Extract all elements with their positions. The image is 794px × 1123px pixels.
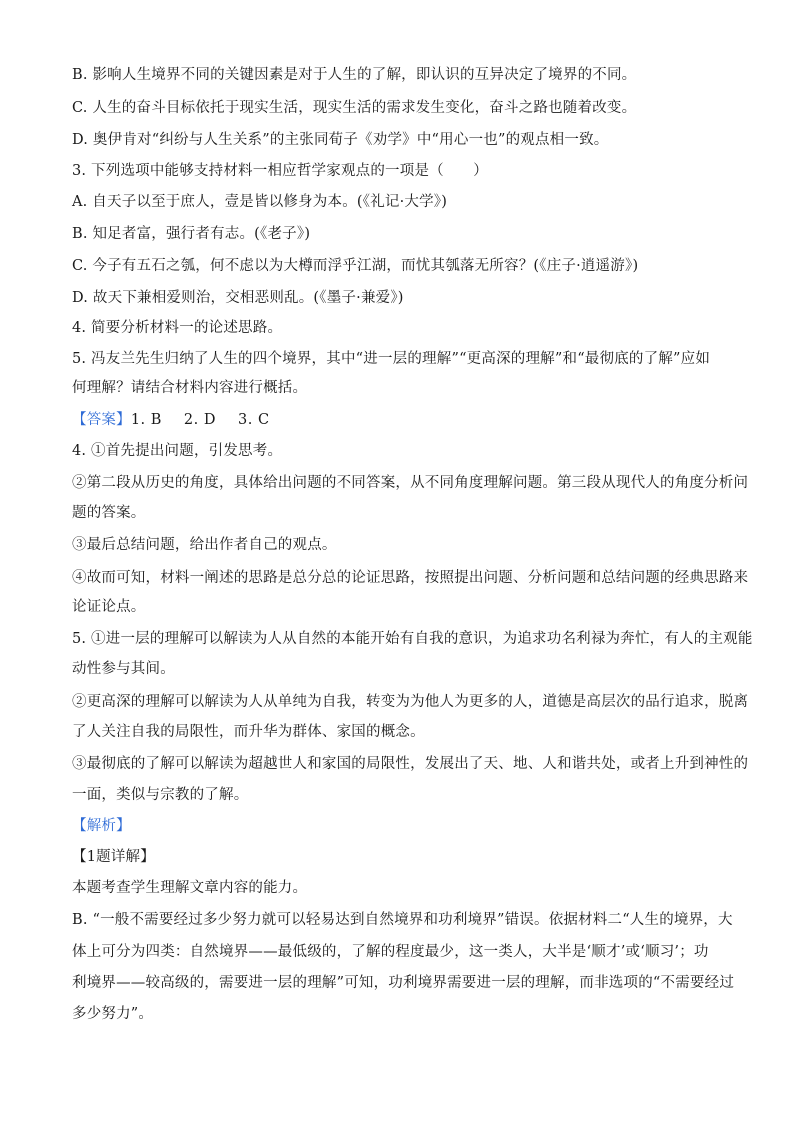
detail-line-5: 多少努力”。 (72, 1006, 154, 1022)
answer-4-line-5: ④故而可知，材料一阐述的思路是总分总的论证思路，按照提出问题、分析问题和总结问题的经典思路来 (72, 570, 749, 586)
answer-4-line-3: 题的答案。 (72, 505, 146, 521)
detail-tag: 【1题详解】 (72, 849, 155, 865)
question-5-line-1: 5. 冯友兰先生归纳了人生的四个境界，其中“进一层的理解”“更高深的理解”和“最彻底的了解”应如 (72, 351, 711, 367)
answer-4-line-6: 论证论点。 (72, 599, 146, 615)
answer-tag: 【答案】 (72, 412, 131, 428)
answer-item: 1. B (130, 412, 162, 428)
answer-4-line-4: ③最后总结问题，给出作者自己的观点。 (72, 537, 337, 553)
answer-5-line-4: 了人关注自我的局限性，而升华为群体、家国的概念。 (72, 724, 425, 740)
question-4: 4. 简要分析材料一的论述思路。 (72, 320, 283, 336)
q3-option-a: A. 自天子以至于庶人，壹是皆以修身为本。(《礼记·大学》) (72, 194, 448, 210)
detail-line-1: 本题考查学生理解文章内容的能力。 (72, 880, 308, 896)
detail-line-4: 利境界——较高级的，需要进一层的理解”可知，功利境界需要进一层的理解，而非选项的“不需要经过 (72, 975, 735, 991)
option-b-line: B. 影响人生境界不同的关键因素是对于人生的了解，即认识的互异决定了境界的不同。 (72, 67, 637, 83)
answer-5-line-2: 动性参与其间。 (72, 661, 175, 677)
detail-line-3: 体上可分为四类：自然境界——最低级的，了解的程度最少，这一类人，大半是‘顺才’或‘顺习’；功 (72, 944, 709, 960)
answer-item: 3. C (238, 412, 270, 428)
answer-4-line-1: 4. ①首先提出问题，引发思考。 (72, 443, 283, 459)
option-d-line: D. 奥伊肯对“纠纷与人生关系”的主张同荀子《劝学》中“用心一也”的观点相一致。 (72, 132, 609, 148)
answer-5-line-3: ②更高深的理解可以解读为人从单纯为自我，转变为为他人为更多的人，道德是高层次的品行追求，脱离 (72, 694, 749, 710)
q3-option-b: B. 知足者富，强行者有志。(《老子》) (72, 226, 311, 242)
detail-line-2: B. “一般不需要经过多少努力就可以轻易达到自然境界和功利境界”错误。依据材料二“人生的境界，大 (72, 912, 733, 928)
option-c-line: C. 人生的奋斗目标依托于现实生活，现实生活的需求发生变化，奋斗之路也随着改变。 (72, 100, 637, 116)
question-5-line-2: 何理解？请结合材料内容进行概括。 (72, 380, 308, 396)
answer-4-line-2: ②第二段从历史的角度，具体给出问题的不同答案，从不同角度理解问题。第三段从现代人的角度分析问 (72, 475, 749, 491)
q3-option-c: C. 今子有五石之瓠，何不虑以为大樽而浮乎江湖，而忧其瓠落无所容？(《庄子·逍遥游》) (72, 258, 639, 274)
q3-option-d: D. 故天下兼相爱则治，交相恶则乱。(《墨子·兼爱》) (72, 290, 404, 306)
answer-5-line-5: ③最彻底的了解可以解读为超越世人和家国的局限性，发展出了天、地、人和谐共处，或者上升到神性的 (72, 756, 749, 772)
answer-item: 2. D (183, 412, 216, 428)
answer-5-line-6: 一面，类似与宗教的了解。 (72, 787, 249, 803)
analysis-tag: 【解析】 (72, 818, 131, 834)
question-3: 3. 下列选项中能够支持材料一相应哲学家观点的一项是（ ） (72, 163, 488, 179)
answer-5-line-1: 5. ①进一层的理解可以解读为人从自然的本能开始有自我的意识，为追求功名利禄为奔忙，有人的主观能 (72, 631, 753, 647)
answer-line (72, 410, 732, 430)
